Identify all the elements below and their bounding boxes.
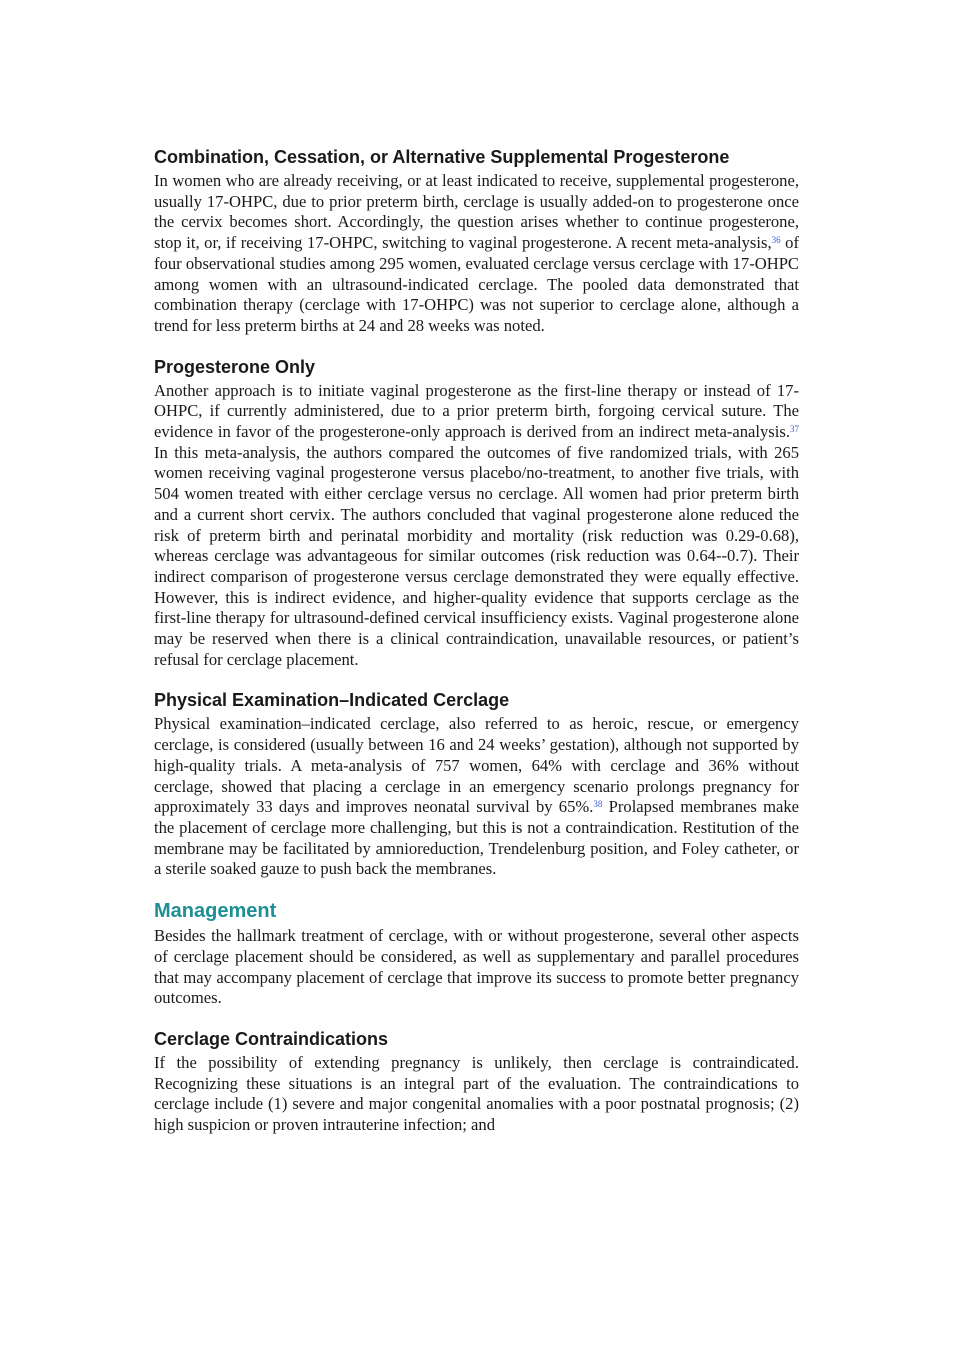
section-progesterone-only [154,355,799,671]
section-heading: Cerclage Contraindications [154,1028,389,1049]
section-heading: Physical Examination–Indicated Cerclage [154,690,510,711]
paragraph-text: Physical examination–indicated cerclage, also referred to as heroic, rescue, or emergency cerclage, is considered (usually between 16 and 24 weeks’ gestation), although not supported by high-quality trials. A meta-analysis of 757 women, 64% with cerclage and 36% without cerclage, showed that placing a cerclage in an emergency scenario prolongs pregnancy for approximately 33 days and improves neonatal survival by 65%. [154,714,799,817]
major-heading: Management [154,900,277,923]
section-paragraph [154,714,799,880]
paragraph-text: of four observational studies among 295 women, evaluated cerclage versus cerclage with 17-OHPC among women with an ultrasound-indicated cerclage. The pooled data demonstrated that combination therapy (cerclage with 17-OHPC) was not superior to cerclage alone, although a trend for less preterm births at 24 and 28 weeks was noted. [154,233,799,335]
paragraph-text: Another approach is to initiate vaginal progesterone as the first-line therapy or instead of 17-OHPC, if currently administered, due to a prior preterm birth, forgoing cervical suture. The evidence in favor of the progesterone-only approach is derived from an indirect meta-analysis. [154,380,799,442]
section-heading: Combination, Cessation, or Alternative Supplemental Progesterone [154,147,730,167]
section-paragraph: If the possibility of extending pregnancy is unlikely, then cerclage is contraindicated. Recognizing these situations is an integral part of the evaluation. The contraindications to cerclage include (1) severe and major congenital anomalies with a poor postnatal prognosis; (2) high suspicion or proven intrauterine infection; and [154,1052,799,1135]
section-paragraph [154,381,799,671]
section-heading: Progesterone Only [154,356,316,377]
section-management [154,898,799,1009]
paragraph-text: In women who are already receiving, or at least indicated to receive, supplemental progesterone, usually 17-OHPC, due to prior preterm birth, cerclage is usually added-on to progesterone once the cervix becomes short. Accordingly, the question arises whether to continue progesterone, stop it, or, if receiving 17-OHPC, switching to vaginal progesterone. A recent meta-analysis, [154,171,799,253]
paragraph-text: Prolapsed membranes make the placement of cerclage more challenging, but this is not a contraindication. Restitution of the membrane may be facilitated by amnioreduction, Trendelenburg position, and Foley catheter, or a sterile soaked gauze to push back the membranes. [154,797,799,879]
citation-link[interactable]: 36 [771,235,781,246]
citation-link[interactable]: 38 [593,799,603,810]
section-physical-exam [154,688,799,880]
page-content [154,145,799,1136]
section-paragraph: Besides the hallmark treatment of cerclage, with or without progesterone, several other aspects of cerclage placement should be considered, as well as supplementary and parallel procedures that may accompany placement of cerclage that improve its success to promote better pregnancy outcomes. [154,926,799,1008]
section-paragraph [154,171,799,337]
citation-link[interactable]: 37 [790,424,799,435]
section-combination [154,145,799,337]
section-contraindications [154,1027,799,1136]
paragraph-text: In this meta-analysis, the authors compared the outcomes of five randomized trials, with 265 women receiving vaginal progesterone versus placebo/no-treatment, to another five trials, with 504 women treated with either cerclage versus no cerclage. All women had prior preterm birth and a current short cervix. The authors concluded that vaginal progesterone alone reduced the risk of preterm birth and perinatal morbidity and mortality (risk reduction was 0.29-0.68), whereas cerclage was advantageous for similar outcomes (risk reduction was 0.64--0.7). Their indirect comparison of progesterone versus cerclage demonstrated they were equally effective. However, this is indirect evidence, and higher-quality evidence that supports cerclage as the first-line therapy for ultrasound-defined cervical insufficiency exists. Vaginal progesterone alone may be reserved when there is a clinical contraindication, unavailable resources, or patient’s refusal for cerclage placement. [154,442,799,669]
